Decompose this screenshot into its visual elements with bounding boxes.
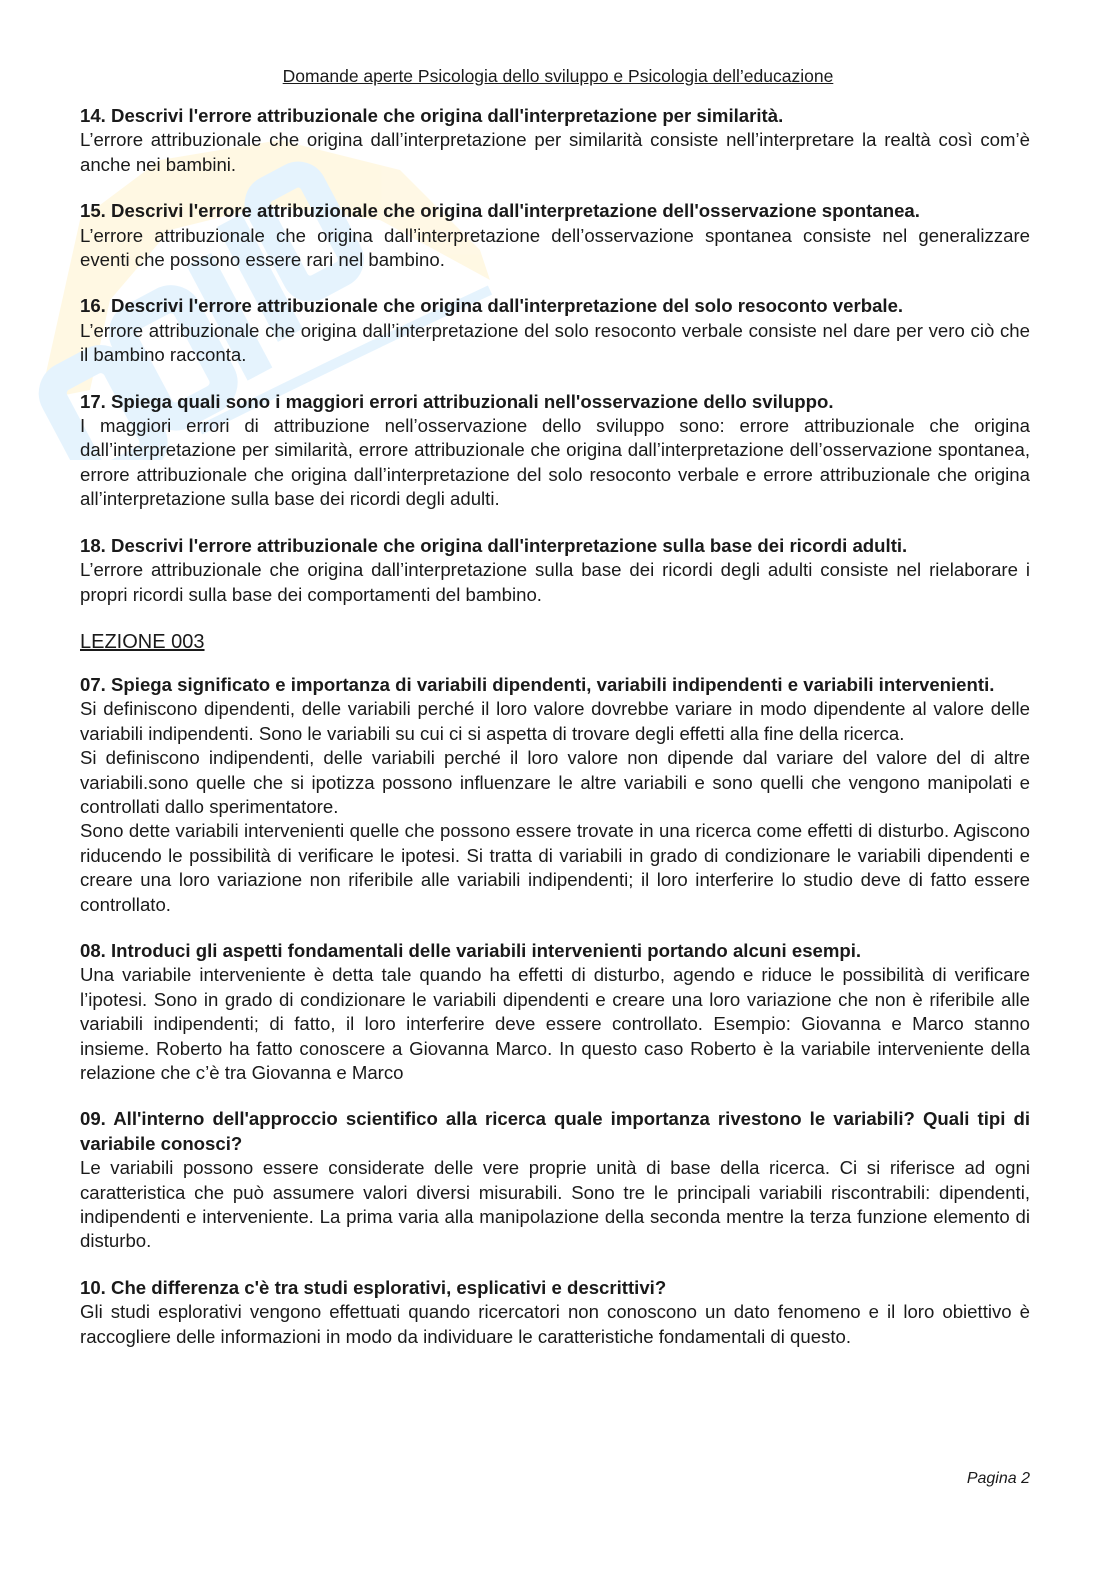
- qa-item-07: [80, 673, 1030, 917]
- qa-item-15: [80, 199, 1030, 272]
- lesson-title: LEZIONE 003: [80, 630, 205, 653]
- answer-07-paragraph-2: Si definiscono indipendenti, delle variabili perché il loro valore non dipende dal variare del valore del di altre variabili.sono quelle che si ipotizza possono influenzare le altre variabili e sono quelli che vengono manipolati e controllati dallo sperimentatore.: [80, 747, 1030, 817]
- page-number: Pagina 2: [966, 1470, 1030, 1487]
- answer-15: L’errore attribuzionale che origina dall’interpretazione dell’osservazione spontanea consiste nel generalizzare eventi che possono essere rari nel bambino.: [80, 224, 1030, 271]
- qa-item-17: [80, 390, 1030, 512]
- document-body: [80, 104, 1030, 1371]
- question-17: 17. Spiega quali sono i maggiori errori attribuzionali nell'osservazione dello sviluppo.: [80, 390, 834, 412]
- question-07: 07. Spiega significato e importanza di variabili dipendenti, variabili indipendenti e variabili intervenienti.: [80, 673, 995, 695]
- answer-18: L’errore attribuzionale che origina dall’interpretazione sulla base dei ricordi degli adulti consiste nel rielaborare i propri ricordi sulla base dei comportamenti del bambino.: [80, 559, 1030, 605]
- qa-item-18: [80, 534, 1030, 607]
- answer-09: Le variabili possono essere considerate delle vere proprie unità di base della ricerca. Ci si riferisce ad ogni caratteristica che può assumere valori diversi misurabili. Sono tre le principali variabili riscontrabili: dipendenti, indipendenti e interveniente. La prima varia alla manipolazione della seconda mentre la terza funzione elemento di disturbo.: [80, 1157, 1030, 1252]
- page-header: Domande aperte Psicologia dello sviluppo e Psicologia dell’educazione: [282, 66, 834, 86]
- answer-14: L’errore attribuzionale che origina dall’interpretazione per similarità consiste nell’interpretare la realtà così com’è anche nei bambini.: [80, 129, 1030, 175]
- answer-10: Gli studi esplorativi vengono effettuati quando ricercatori non conoscono un dato fenomeno e il loro obiettivo è raccogliere delle informazioni in modo da individuare le caratteristiche fondamentali di questo.: [80, 1301, 1030, 1347]
- qa-item-16: [80, 294, 1030, 367]
- question-09: 09. All'interno dell'approccio scientifico alla ricerca quale importanza rivestono le variabili? Quali tipi di variabile conosci?: [80, 1108, 1030, 1154]
- question-16: 16. Descrivi l'errore attribuzionale che origina dall'interpretazione del solo resoconto verbale.: [80, 295, 904, 317]
- answer-16: L’errore attribuzionale che origina dall’interpretazione del solo resoconto verbale consiste nel dare per vero ciò che il bambino racconta.: [80, 319, 1030, 366]
- answer-07-paragraph-1: Si definiscono dipendenti, delle variabili perché il loro valore dovrebbe variare in modo dipendente al valore delle variabili indipendenti. Sono le variabili su cui ci si aspetta di trovare degli effetti alla fine della ricerca.: [80, 698, 1030, 744]
- question-08: 08. Introduci gli aspetti fondamentali delle variabili intervenienti portando alcuni esempi.: [80, 939, 862, 961]
- answer-17: I maggiori errori di attribuzione nell’osservazione dello sviluppo sono: errore attribuzionale che origina dall’interpretazione per similarità, errore attribuzionale che origina dall’interpretazione dell’osservazione spontanea, errore attribuzionale che origina dall’interpretazione del solo resoconto verbale e errore attribuzionale che origina all’interpretazione sulla base dei ricordi degli adulti.: [80, 415, 1030, 510]
- question-10: 10. Che differenza c'è tra studi esplorativi, esplicativi e descrittivi?: [80, 1276, 667, 1298]
- question-14: 14. Descrivi l'errore attribuzionale che origina dall'interpretazione per similarità.: [80, 105, 784, 126]
- answer-07-paragraph-3: Sono dette variabili intervenienti quelle che possono essere trovate in una ricerca come effetti di disturbo. Agiscono riducendo le possibilità di verificare le ipotesi. Si tratta di variabili in grado di condizionare le variabili dipendenti e creare una loro variazione non riferibile alle variabili indipendenti; il loro interferire lo studio deve di fatto essere controllato.: [80, 820, 1030, 915]
- question-15: 15. Descrivi l'errore attribuzionale che origina dall'interpretazione dell'osservazione spontanea.: [80, 200, 920, 222]
- question-18: 18. Descrivi l'errore attribuzionale che origina dall'interpretazione sulla base dei ricordi adulti.: [80, 534, 908, 556]
- qa-item-09: [80, 1107, 1030, 1253]
- qa-item-14: [80, 104, 1030, 177]
- qa-item-08: [80, 939, 1030, 1085]
- answer-08: Una variabile interveniente è detta tale quando ha effetti di disturbo, agendo e riduce le possibilità di verificare l’ipotesi. Sono in grado di condizionare le variabili dipendenti e creare una loro variazione che non è riferibile alle variabili indipendenti; di fatto, il loro interferire deve essere controllato. Esempio: Giovanna e Marco stanno insieme. Roberto ha fatto conoscere a Giovanna Marco. In questo caso Roberto è la variabile interveniente della relazione che c’è tra Giovanna e Marco: [80, 964, 1030, 1083]
- qa-item-10: [80, 1276, 1030, 1349]
